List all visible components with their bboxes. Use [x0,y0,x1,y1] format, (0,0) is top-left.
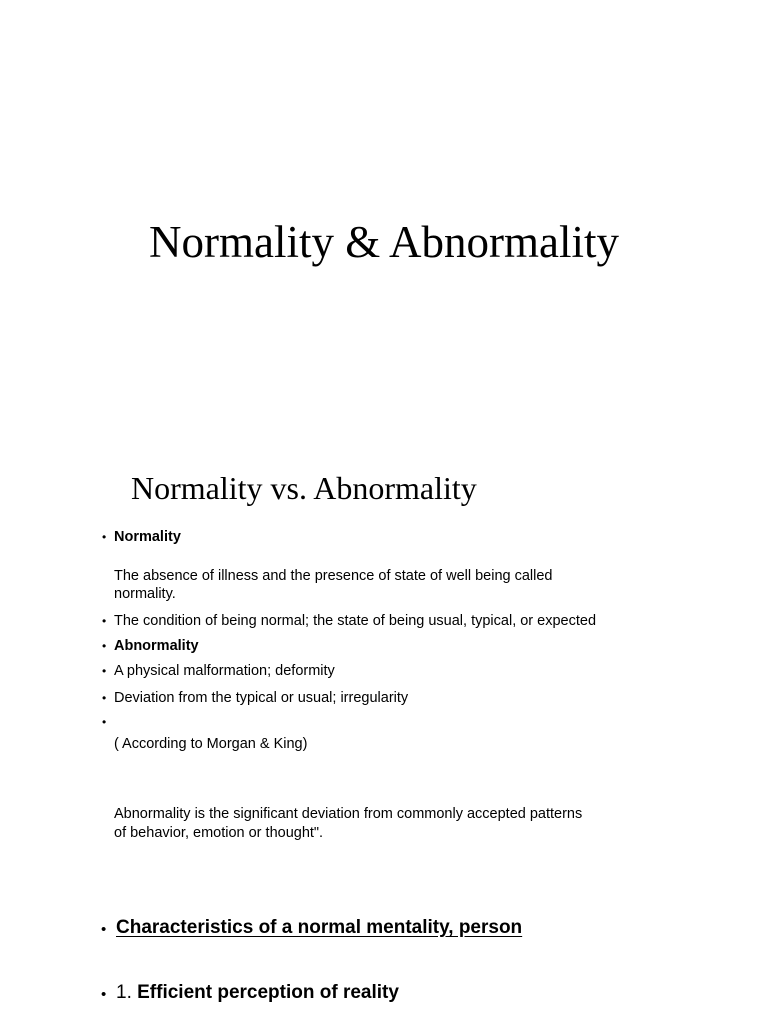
normality-definition-line1: The absence of illness and the presence of state of well being called [114,568,553,584]
malformation-line: A physical malformation; deformity [114,663,335,679]
characteristic-item-1 [116,981,399,1005]
section-title: Normality vs. Abnormality [131,470,477,506]
characteristics-heading: Characteristics of a normal mentality, person [116,917,523,938]
citation: ( According to Morgan & King) [114,736,308,752]
condition-line: The condition of being normal; the state of being usual, typical, or expected [114,613,597,629]
bullet-marker: • [101,986,107,1003]
deviation-line: Deviation from the typical or usual; irregularity [114,690,409,706]
bullet-marker: • [102,691,107,705]
abnormality-definition-line2: of behavior, emotion or thought". [114,825,324,841]
page-title: Normality & Abnormality [149,217,619,267]
abnormality-heading: Abnormality [114,638,199,654]
normality-definition-line2: normality. [114,586,176,602]
bullet-marker: • [102,664,107,678]
bullet-marker: • [102,614,107,628]
bullet-marker: • [102,715,107,729]
normality-heading: Normality [114,529,181,545]
abnormality-definition-line1: Abnormality is the significant deviation from commonly accepted patterns [114,806,583,822]
bullet-marker: • [102,639,107,653]
item-number: 1. [116,982,138,1003]
bullet-marker: • [102,530,107,544]
item-text: Efficient perception of reality [137,982,399,1003]
bullet-marker: • [101,921,107,938]
